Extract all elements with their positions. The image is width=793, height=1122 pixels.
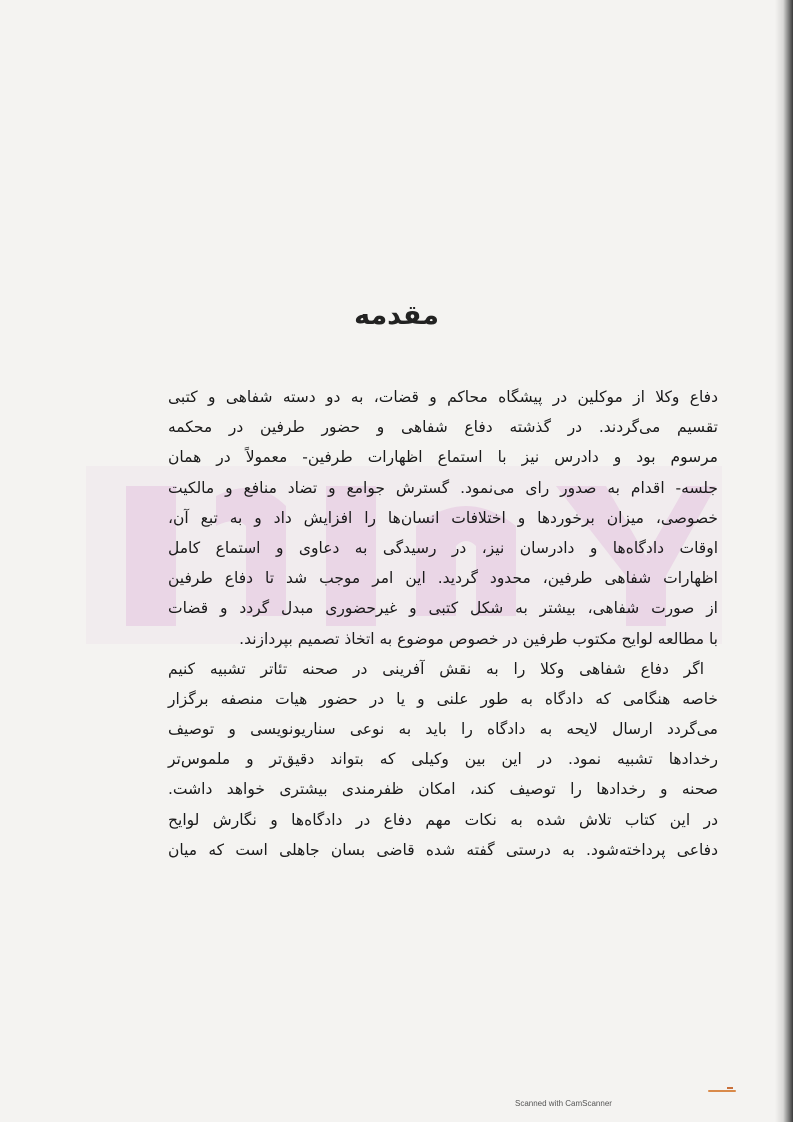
- scanner-watermark-text: Scanned with CamScanner: [515, 1099, 612, 1108]
- text-line: دفاعی پرداخته‌شود. به درستی گفته شده قاضی بسان جاهلی است که میان: [168, 840, 718, 859]
- text-line: دفاع وکلا از موکلین در پیشگاه محاکم و قضات، به دو دسته شفاهی و کتبی: [168, 388, 718, 406]
- text-line: اظهارات شفاهی طرفین، محدود گردید. این امر موجب شد تا دفاع طرفین: [168, 569, 718, 588]
- page-edge-shadow: [775, 0, 793, 1122]
- text-line: مرسوم بود و دادرس نیز با استماع اظهارات طرفین- معمولاً در همان: [168, 448, 718, 467]
- text-line: اگر دفاع شفاهی وکلا را به نقش آفرینی در صحنه تئاتر تشبیه کنیم: [168, 659, 704, 678]
- text-line: خاصه هنگامی که دادگاه به طور علنی و یا در حضور هیات منصفه برگزار: [168, 689, 718, 708]
- paragraph-2: [168, 654, 718, 865]
- text-line: رخدادها تشبیه نمود. در این بین وکیلی که بتواند دقیق‌تر و ملموس‌تر: [168, 750, 718, 769]
- text-line: جلسه- اقدام به صدور رای می‌نمود. گسترش جوامع و تضاد منافع و مالکیت: [168, 478, 718, 497]
- text-line: تقسیم می‌گردند. در گذشته دفاع شفاهی و حضور طرفین در محکمه: [168, 418, 718, 437]
- orange-mark-tip: [727, 1087, 733, 1089]
- body-text: [168, 382, 718, 865]
- text-line: با مطالعه لوایح مکتوب طرفین در خصوص موضوع به اتخاذ تصمیم بپردازند.: [239, 629, 718, 648]
- text-line: صحنه و رخدادها را توصیف کند، امکان ظفرمندی بیشتری خواهد داشت.: [168, 780, 718, 799]
- text-line: می‌گردد ارسال لایحه به دادگاه را باید به نوعی سناریونویسی و توصیف: [168, 720, 718, 739]
- page-title: مقدمه: [354, 300, 439, 331]
- text-line: در این کتاب تلاش شده به نکات مهم دفاع در دادگاه‌ها و نگارش لوایح: [168, 810, 718, 829]
- text-line: از صورت شفاهی، بیشتر به شکل کتبی و غیرحضوری مبدل گردد و قضات: [168, 599, 718, 618]
- text-line: خصوصی، میزان برخوردها و اختلافات انسان‌ها را افزایش داد و به تبع آن،: [168, 508, 718, 527]
- text-line: اوقات دادگاه‌ها و دادرسان نیز، در رسیدگی به دعاوی و استماع کامل: [168, 538, 718, 557]
- orange-mark: [708, 1090, 736, 1092]
- paragraph-1: [168, 382, 718, 654]
